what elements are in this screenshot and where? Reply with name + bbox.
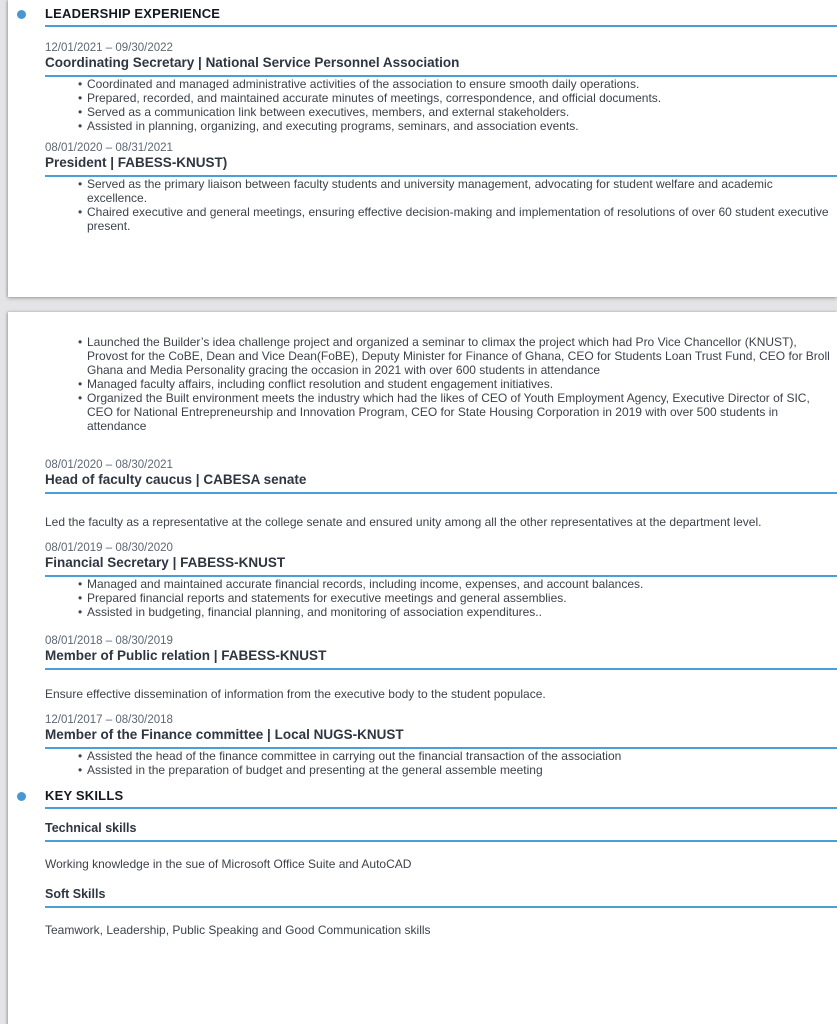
entry-description: Led the faculty as a representative at the college senate and ensured unity among all the other representatives at the department level. — [45, 515, 762, 529]
entry-bullet-list — [45, 577, 831, 619]
entry-bullet-list — [45, 77, 831, 133]
entry-date: 12/01/2017 – 08/30/2018 — [45, 714, 173, 726]
bullet-item: • Chaired executive and general meetings, ensuring effective decision-making and implementation of resolutions of over 60 student executive present. — [78, 205, 831, 233]
subheading-underline — [45, 906, 837, 908]
entry-date: 08/01/2020 – 08/31/2021 — [45, 142, 173, 154]
entry-title: Head of faculty caucus | CABESA senate — [45, 472, 307, 487]
section-heading-label: KEY SKILLS — [45, 788, 124, 803]
bullet-item: • Prepared financial reports and statements for executive meetings and general assemblies. — [78, 591, 831, 605]
section-bullet-icon — [17, 792, 26, 801]
skills-text-soft: Teamwork, Leadership, Public Speaking and Good Communication skills — [45, 923, 431, 937]
resume-page-1 — [8, 0, 837, 297]
entry-date: 08/01/2018 – 08/30/2019 — [45, 635, 173, 647]
entry-bullet-list — [45, 177, 831, 233]
entry-date: 08/01/2019 – 08/30/2020 — [45, 542, 173, 554]
bullet-item: • Served as a communication link between executives, members, and external stakeholders. — [78, 105, 831, 119]
skills-subheading-technical: Technical skills — [45, 821, 137, 835]
section-heading-label: LEADERSHIP EXPERIENCE — [45, 6, 221, 21]
bullet-item: • Managed and maintained accurate financial records, including income, expenses, and account balances. — [78, 577, 831, 591]
entry-underline — [45, 668, 837, 670]
subheading-underline — [45, 840, 837, 842]
entry-title: Member of Public relation | FABESS-KNUST — [45, 648, 327, 663]
section-heading-key-skills — [45, 789, 831, 803]
entry-underline — [45, 492, 837, 494]
bullet-item: • Assisted in planning, organizing, and executing programs, seminars, and association events. — [78, 119, 831, 133]
entry-title: Coordinating Secretary | National Service Personnel Association — [45, 55, 460, 70]
entry-description: Ensure effective dissemination of information from the executive body to the student populace. — [45, 687, 546, 701]
bullet-item: • Organized the Built environment meets the industry which had the likes of CEO of Youth Employment Agency, Executive Director of SIC, CEO for National Entrepreneurship and Innovation Program, CEO for State Housing Corporation in 2019 with over 500 students in attendance — [78, 391, 831, 433]
skills-subheading-soft: Soft Skills — [45, 887, 106, 901]
entry-title: President | FABESS-KNUST) — [45, 155, 228, 170]
skills-text-technical: Working knowledge in the sue of Microsoft Office Suite and AutoCAD — [45, 857, 412, 871]
entry-title: Member of the Finance committee | Local NUGS-KNUST — [45, 727, 404, 742]
bullet-item: • Assisted in the preparation of budget and presenting at the general assemble meeting — [78, 763, 831, 777]
bullet-item: • Managed faculty affairs, including conflict resolution and student engagement initiatives. — [78, 377, 831, 391]
entry-date: 08/01/2020 – 08/30/2021 — [45, 459, 173, 471]
section-heading-leadership — [45, 7, 831, 21]
bullet-item: • Launched the Builder’s idea challenge project and organized a seminar to climax the project which had Pro Vice Chancellor (KNUST), Provost for the CoBE, Dean and Vice Dean(FoBE), Deputy Minister for Finance of Ghana, CEO for Students Loan Trust Fund, CEO for Broll Ghana and Media Personality gracing the occasion in 2021 with over 600 students in attendance — [78, 335, 831, 377]
section-underline — [45, 807, 837, 809]
bullet-item: • Served as the primary liaison between faculty students and university management, advocating for student welfare and academic excellence. — [78, 177, 831, 205]
entry-date: 12/01/2021 – 09/30/2022 — [45, 42, 173, 54]
entry-bullet-list — [45, 749, 831, 777]
resume-page-2 — [8, 312, 837, 1024]
bullet-item: • Coordinated and managed administrative activities of the association to ensure smooth daily operations. — [78, 77, 831, 91]
entry-bullet-list-continued — [45, 335, 831, 433]
section-bullet-icon — [17, 10, 26, 19]
bullet-item: • Assisted the head of the finance committee in carrying out the financial transaction of the association — [78, 749, 831, 763]
bullet-item: • Prepared, recorded, and maintained accurate minutes of meetings, correspondence, and official documents. — [78, 91, 831, 105]
section-underline — [45, 25, 837, 27]
entry-title: Financial Secretary | FABESS-KNUST — [45, 555, 286, 570]
bullet-item: • Assisted in budgeting, financial planning, and monitoring of association expenditures.. — [78, 605, 831, 619]
